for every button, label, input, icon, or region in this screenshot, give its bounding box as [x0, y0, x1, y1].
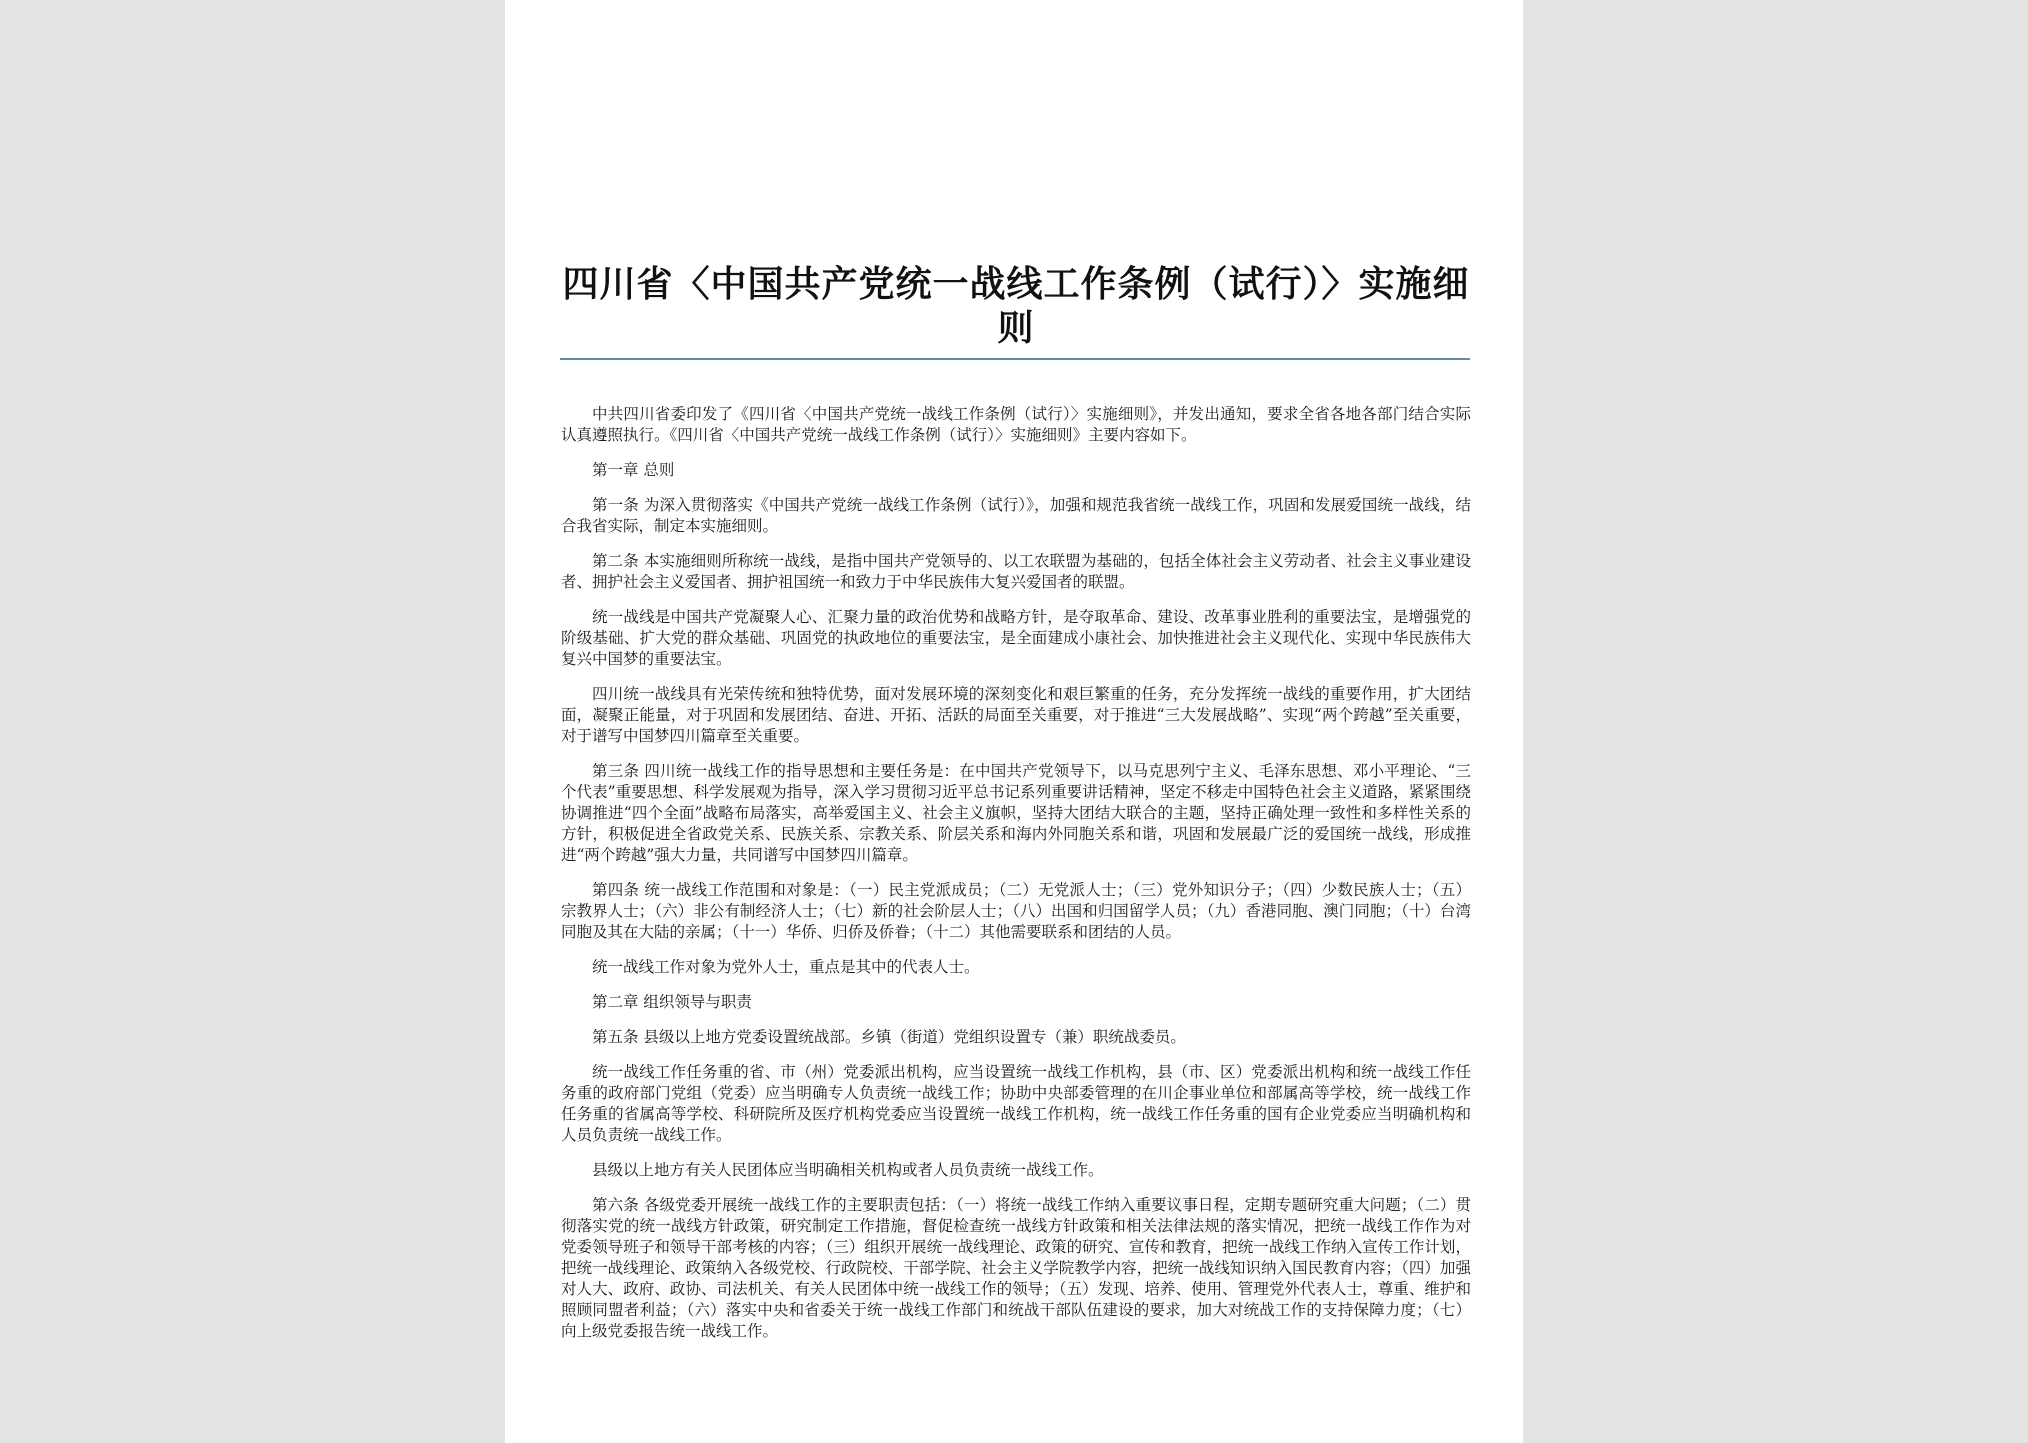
article-paragraph: 第六条 各级党委开展统一战线工作的主要职责包括：（一）将统一战线工作纳入重要议事日程，定期专题研究重大问题；（二）贯彻落实党的统一战线方针政策，研究制定工作措施，督促检查统一战线方针政策和相关法律法规的落实情况，把统一战线工作作为对党委领导班子和领导干部考核的内容；（三）组织开展统一战线理论、政策的研究、宣传和教育，把统一战线工作纳入宣传工作计划，把统一战线理论、政策纳入各级党校、行政院校、干部学院、社会主义学院教学内容，把统一战线知识纳入国民教育内容；（四）加强对人大、政府、政协、司法机关、有关人民团体中统一战线工作的领导；（五）发现、培养、使用、管理党外代表人士，尊重、维护和照顾同盟者利益；（六）落实中央和省委关于统一战线工作部门和统战干部队伍建设的要求，加大对统战工作的支持保障力度；（七）向上级党委报告统一战线工作。: [561, 1196, 1471, 1340]
intro-paragraph: 中共四川省委印发了《四川省〈中国共产党统一战线工作条例（试行）〉实施细则》，并发出通知，要求全省各地各部门结合实际认真遵照执行。《四川省〈中国共产党统一战线工作条例（试行）〉实施细则》主要内容如下。: [561, 405, 1471, 444]
document-title: 四川省〈中国共产党统一战线工作条例（试行）〉实施细则: [562, 263, 1470, 349]
document-page: [505, 0, 1523, 1443]
chapter-heading: 第一章 总则: [592, 461, 675, 479]
article-paragraph: 第四条 统一战线工作范围和对象是：（一）民主党派成员；（二）无党派人士；（三）党外知识分子；（四）少数民族人士；（五）宗教界人士；（六）非公有制经济人士；（七）新的社会阶层人士；（八）出国和归国留学人员；（九）香港同胞、澳门同胞；（十）台湾同胞及其在大陆的亲属；（十一）华侨、归侨及侨眷；（十二）其他需要联系和团结的人员。: [561, 881, 1471, 941]
article-paragraph: 第五条 县级以上地方党委设置统战部。乡镇（街道）党组织设置专（兼）职统战委员。: [592, 1028, 1186, 1046]
chapter-heading: 第二章 组织领导与职责: [592, 993, 752, 1011]
article-paragraph: 统一战线工作对象为党外人士，重点是其中的代表人士。: [592, 958, 980, 976]
article-paragraph: 统一战线工作任务重的省、市（州）党委派出机构，应当设置统一战线工作机构，县（市、区）党委派出机构和统一战线工作任务重的政府部门党组（党委）应当明确专人负责统一战线工作；协助中央部委管理的在川企事业单位和部属高等学校，统一战线工作任务重的省属高等学校、科研院所及医疗机构党委应当设置统一战线工作机构，统一战线工作任务重的国有企业党委应当明确机构和人员负责统一战线工作。: [561, 1063, 1471, 1144]
article-paragraph: 县级以上地方有关人民团体应当明确相关机构或者人员负责统一战线工作。: [592, 1161, 1104, 1179]
article-paragraph: 第一条 为深入贯彻落实《中国共产党统一战线工作条例（试行）》，加强和规范我省统一战线工作，巩固和发展爱国统一战线，结合我省实际，制定本实施细则。: [561, 496, 1471, 535]
document-body: [561, 404, 1471, 1356]
title-divider: [560, 358, 1470, 360]
article-paragraph: 第二条 本实施细则所称统一战线，是指中国共产党领导的、以工农联盟为基础的，包括全体社会主义劳动者、社会主义事业建设者、拥护社会主义爱国者、拥护祖国统一和致力于中华民族伟大复兴爱国者的联盟。: [561, 552, 1471, 591]
article-paragraph: 统一战线是中国共产党凝聚人心、汇聚力量的政治优势和战略方针，是夺取革命、建设、改革事业胜利的重要法宝，是增强党的阶级基础、扩大党的群众基础、巩固党的执政地位的重要法宝，是全面建成小康社会、加快推进社会主义现代化、实现中华民族伟大复兴中国梦的重要法宝。: [561, 608, 1471, 668]
article-paragraph: 四川统一战线具有光荣传统和独特优势，面对发展环境的深刻变化和艰巨繁重的任务，充分发挥统一战线的重要作用，扩大团结面，凝聚正能量，对于巩固和发展团结、奋进、开拓、活跃的局面至关重要，对于推进“三大发展战略”、实现“两个跨越”至关重要，对于谱写中国梦四川篇章至关重要。: [561, 685, 1471, 745]
article-paragraph: 第三条 四川统一战线工作的指导思想和主要任务是：在中国共产党领导下，以马克思列宁主义、毛泽东思想、邓小平理论、“三个代表”重要思想、科学发展观为指导，深入学习贯彻习近平总书记系列重要讲话精神，坚定不移走中国特色社会主义道路，紧紧围绕协调推进“四个全面”战略布局落实，高举爱国主义、社会主义旗帜，坚持大团结大联合的主题，坚持正确处理一致性和多样性关系的方针，积极促进全省政党关系、民族关系、宗教关系、阶层关系和海内外同胞关系和谐，巩固和发展最广泛的爱国统一战线，形成推进“两个跨越”强大力量，共同谱写中国梦四川篇章。: [561, 762, 1471, 864]
